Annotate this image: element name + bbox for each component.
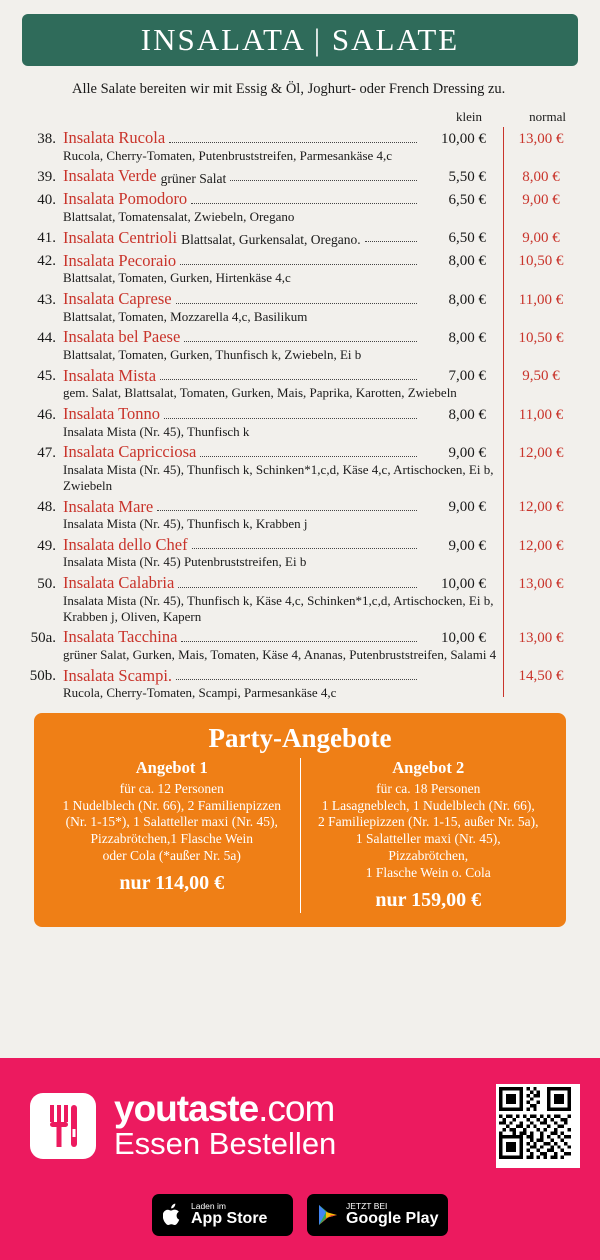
menu-item bbox=[22, 665, 578, 703]
price-klein: 7,00 € bbox=[448, 368, 486, 385]
price-normal: 14,50 € bbox=[518, 668, 564, 685]
column-header-normal: normal bbox=[529, 109, 566, 125]
price-normal: 9,00 € bbox=[522, 192, 560, 209]
menu-item-name: Insalata Tonno bbox=[63, 404, 161, 424]
menu-item-number: 47. bbox=[37, 445, 56, 462]
party-offer-line: 2 Familiepizzen (Nr. 1-15, außer Nr. 5a), bbox=[318, 814, 539, 830]
menu-item bbox=[22, 441, 578, 495]
price-normal: 11,00 € bbox=[518, 291, 564, 308]
store-badges bbox=[0, 1194, 600, 1236]
google-play-label: Google Play bbox=[346, 1210, 439, 1228]
price-klein: 8,00 € bbox=[448, 291, 486, 308]
price-normal: 12,00 € bbox=[518, 445, 564, 462]
menu-item-name: Insalata Caprese bbox=[63, 289, 172, 309]
party-offer-1-title: Angebot 1 bbox=[135, 758, 208, 778]
menu-item-number: 43. bbox=[37, 291, 56, 308]
menu-item-description: Insalata Mista (Nr. 45) Putenbruststreifen, Ei b bbox=[63, 554, 307, 570]
price-normal: 13,00 € bbox=[518, 575, 564, 592]
price-normal: 12,00 € bbox=[518, 537, 564, 554]
price-normal: 8,00 € bbox=[522, 169, 560, 186]
party-offer-1-price: nur 114,00 € bbox=[119, 872, 225, 895]
leader-dots bbox=[192, 547, 417, 549]
price-normal: 9,00 € bbox=[522, 230, 560, 247]
google-play-small-label: JETZT BEI bbox=[346, 1201, 388, 1212]
price-klein: 9,00 € bbox=[448, 537, 486, 554]
party-offer-line: für ca. 12 Personen bbox=[119, 780, 224, 796]
party-offer-line: 1 Lasagneblech, 1 Nudelblech (Nr. 66), bbox=[321, 797, 535, 813]
menu-item-description: gem. Salat, Blattsalat, Tomaten, Gurken, Mais, Paprika, Karotten, Zwiebeln bbox=[63, 385, 457, 401]
leader-dots bbox=[160, 378, 417, 380]
fork-logo-box bbox=[30, 1093, 96, 1159]
leader-dots bbox=[181, 640, 417, 642]
price-normal: 13,00 € bbox=[518, 130, 564, 147]
price-klein: 10,00 € bbox=[441, 575, 486, 592]
app-store-badge[interactable] bbox=[152, 1194, 293, 1236]
menu-item-description: Rucola, Cherry-Tomaten, Scampi, Parmesankäse 4,c bbox=[63, 685, 337, 701]
leader-dots bbox=[176, 678, 417, 680]
menu-item-name: Insalata Mare bbox=[63, 496, 154, 516]
party-offer-2-lines bbox=[309, 781, 549, 882]
menu-item-name: Insalata Scampi. bbox=[63, 665, 173, 685]
menu-item-list bbox=[22, 127, 578, 703]
party-offer-2 bbox=[301, 758, 557, 913]
menu-page bbox=[0, 14, 600, 1260]
party-offer-line: oder Cola (*außer Nr. 5a) bbox=[102, 848, 241, 864]
price-normal: 12,00 € bbox=[518, 499, 564, 516]
leader-dots bbox=[180, 263, 417, 265]
menu-item bbox=[22, 165, 578, 188]
leader-dots bbox=[169, 141, 417, 143]
menu-item-name: Insalata Verde bbox=[63, 166, 157, 186]
party-offer-1 bbox=[44, 758, 301, 913]
price-klein: 10,00 € bbox=[441, 630, 486, 647]
party-offer-2-price: nur 159,00 € bbox=[375, 888, 482, 911]
leader-dots bbox=[184, 340, 417, 342]
menu-item-description: Insalata Mista (Nr. 45), Thunfisch k, Käse 4,c, Schinken*1,c,d, Artischocken, Ei b, Krabben j, Oliven, Kapern bbox=[63, 592, 494, 624]
party-title: Party-Angebote bbox=[208, 723, 392, 754]
menu-item-description: Rucola, Cherry-Tomaten, Putenbruststreifen, Parmesankäse 4,c bbox=[63, 147, 393, 163]
column-header-klein: klein bbox=[456, 109, 482, 125]
menu-item-name-suffix: grüner Salat bbox=[160, 170, 227, 186]
price-normal: 9,50 € bbox=[522, 368, 560, 385]
menu-item-description: Insalata Mista (Nr. 45), Thunfisch k, Krabben j bbox=[63, 516, 308, 532]
price-klein: 8,00 € bbox=[448, 253, 486, 270]
price-klein: 9,00 € bbox=[448, 499, 486, 516]
menu-item-number: 39. bbox=[37, 169, 56, 186]
menu-item-description: grüner Salat, Gurken, Mais, Tomaten, Käse 4, Ananas, Putenbruststreifen, Salami 4 bbox=[63, 646, 497, 662]
menu-item-number: 38. bbox=[37, 130, 56, 147]
menu-item-number: 44. bbox=[37, 330, 56, 347]
brand-tagline: Essen Bestellen bbox=[114, 1126, 337, 1162]
price-normal: 13,00 € bbox=[518, 630, 564, 647]
menu-item bbox=[22, 365, 578, 403]
google-play-icon bbox=[315, 1204, 341, 1226]
menu-item-description: Blattsalat, Tomaten, Gurken, Thunfisch k, Zwiebeln, Ei b bbox=[63, 346, 362, 362]
menu-item-description: Insalata Mista (Nr. 45), Thunfisch k bbox=[63, 423, 250, 439]
menu-item-name: Insalata Tacchina bbox=[63, 627, 178, 647]
menu-item-name: Insalata Capricciosa bbox=[63, 442, 197, 462]
app-store-label: App Store bbox=[191, 1210, 268, 1228]
menu-item-number: 50. bbox=[37, 575, 56, 592]
menu-item-description: Blattsalat, Tomaten, Gurken, Hirtenkäse 4,c bbox=[63, 270, 291, 286]
party-offer-line: Pizzabrötchen, bbox=[388, 848, 469, 864]
menu-item-name: Insalata Mista bbox=[63, 365, 157, 385]
menu-item-number: 49. bbox=[37, 537, 56, 554]
menu-item-number: 41. bbox=[37, 230, 56, 247]
leader-dots bbox=[176, 302, 417, 304]
party-offer-line: Pizzabrötchen,1 Flasche Wein bbox=[90, 831, 253, 847]
party-offer-2-title: Angebot 2 bbox=[392, 758, 465, 778]
menu-item bbox=[22, 496, 578, 534]
price-klein: 6,50 € bbox=[448, 192, 486, 209]
menu-item-description: Insalata Mista (Nr. 45), Thunfisch k, Schinken*1,c,d, Käse 4,c, Artischocken, Ei b, Zwiebeln bbox=[63, 461, 494, 493]
menu-item bbox=[22, 572, 578, 626]
apple-icon bbox=[160, 1203, 186, 1227]
menu-item-name: Insalata Calabria bbox=[63, 573, 175, 593]
menu-item-name: Insalata Rucola bbox=[63, 128, 166, 148]
menu-item-number: 42. bbox=[37, 253, 56, 270]
brand-block bbox=[114, 1090, 488, 1161]
menu-item-description: Blattsalat, Tomaten, Mozzarella 4,c, Basilikum bbox=[63, 308, 308, 324]
fork-icon bbox=[46, 1103, 80, 1149]
price-normal: 11,00 € bbox=[518, 406, 564, 423]
leader-dots bbox=[191, 202, 417, 204]
menu-item bbox=[22, 227, 578, 250]
footer-banner bbox=[0, 1058, 600, 1260]
menu-item bbox=[22, 403, 578, 441]
price-normal: 10,50 € bbox=[518, 253, 564, 270]
qr-code bbox=[496, 1084, 580, 1168]
menu-item-number: 45. bbox=[37, 368, 56, 385]
menu-item-name: Insalata bel Paese bbox=[63, 327, 181, 347]
menu-item-name: Insalata Pomodoro bbox=[63, 189, 188, 209]
price-klein: 10,00 € bbox=[441, 130, 486, 147]
leader-dots bbox=[157, 509, 417, 511]
price-klein: 5,50 € bbox=[448, 169, 486, 186]
menu-item bbox=[22, 288, 578, 326]
price-klein: 8,00 € bbox=[448, 406, 486, 423]
google-play-badge[interactable] bbox=[307, 1194, 448, 1236]
party-offer-line: 1 Salatteller maxi (Nr. 45), bbox=[355, 831, 501, 847]
menu-item bbox=[22, 127, 578, 165]
party-offer-1-lines bbox=[52, 781, 292, 865]
leader-dots bbox=[365, 240, 417, 242]
page-title: INSALATA | SALATE bbox=[140, 22, 460, 57]
menu-item-name: Insalata Centrioli bbox=[63, 227, 178, 247]
qr-code-image bbox=[499, 1087, 571, 1159]
brand-name: youtaste.com bbox=[114, 1088, 335, 1130]
party-offer-line: für ca. 18 Personen bbox=[376, 780, 481, 796]
price-normal: 10,50 € bbox=[518, 330, 564, 347]
menu-item bbox=[22, 326, 578, 364]
leader-dots bbox=[164, 417, 417, 419]
page-header bbox=[22, 14, 578, 66]
intro-text: Alle Salate bereiten wir mit Essig & Öl, Joghurt- oder French Dressing zu. bbox=[72, 81, 506, 97]
price-column-headers bbox=[22, 109, 578, 125]
price-klein: 6,50 € bbox=[448, 230, 486, 247]
menu-item-number: 48. bbox=[37, 499, 56, 516]
party-offer-line: 1 Nudelblech (Nr. 66), 2 Familienpizzen bbox=[62, 797, 282, 813]
menu-item-name-suffix: Blattsalat, Gurkensalat, Oregano. bbox=[181, 232, 361, 248]
menu-item-number: 46. bbox=[37, 406, 56, 423]
menu-item bbox=[22, 626, 578, 664]
leader-dots bbox=[200, 455, 417, 457]
menu-item bbox=[22, 534, 578, 572]
menu-item-number: 50a. bbox=[30, 630, 56, 647]
menu-item-description: Blattsalat, Tomatensalat, Zwiebeln, Oregano bbox=[63, 208, 295, 224]
menu-item-number: 50b. bbox=[29, 668, 56, 685]
price-klein: 8,00 € bbox=[448, 330, 486, 347]
leader-dots bbox=[230, 179, 417, 181]
price-klein: 9,00 € bbox=[448, 445, 486, 462]
party-offers-box bbox=[34, 713, 566, 927]
app-store-small-label: Laden im bbox=[191, 1201, 226, 1212]
menu-item-name: Insalata Pecoraio bbox=[63, 250, 177, 270]
menu-item bbox=[22, 188, 578, 226]
leader-dots bbox=[178, 586, 417, 588]
party-offer-line: 1 Flasche Wein o. Cola bbox=[365, 865, 491, 881]
menu-item-number: 40. bbox=[37, 192, 56, 209]
party-offer-line: (Nr. 1-15*), 1 Salatteller maxi (Nr. 45), bbox=[65, 814, 278, 830]
menu-item bbox=[22, 250, 578, 288]
menu-item-name: Insalata dello Chef bbox=[63, 534, 188, 554]
